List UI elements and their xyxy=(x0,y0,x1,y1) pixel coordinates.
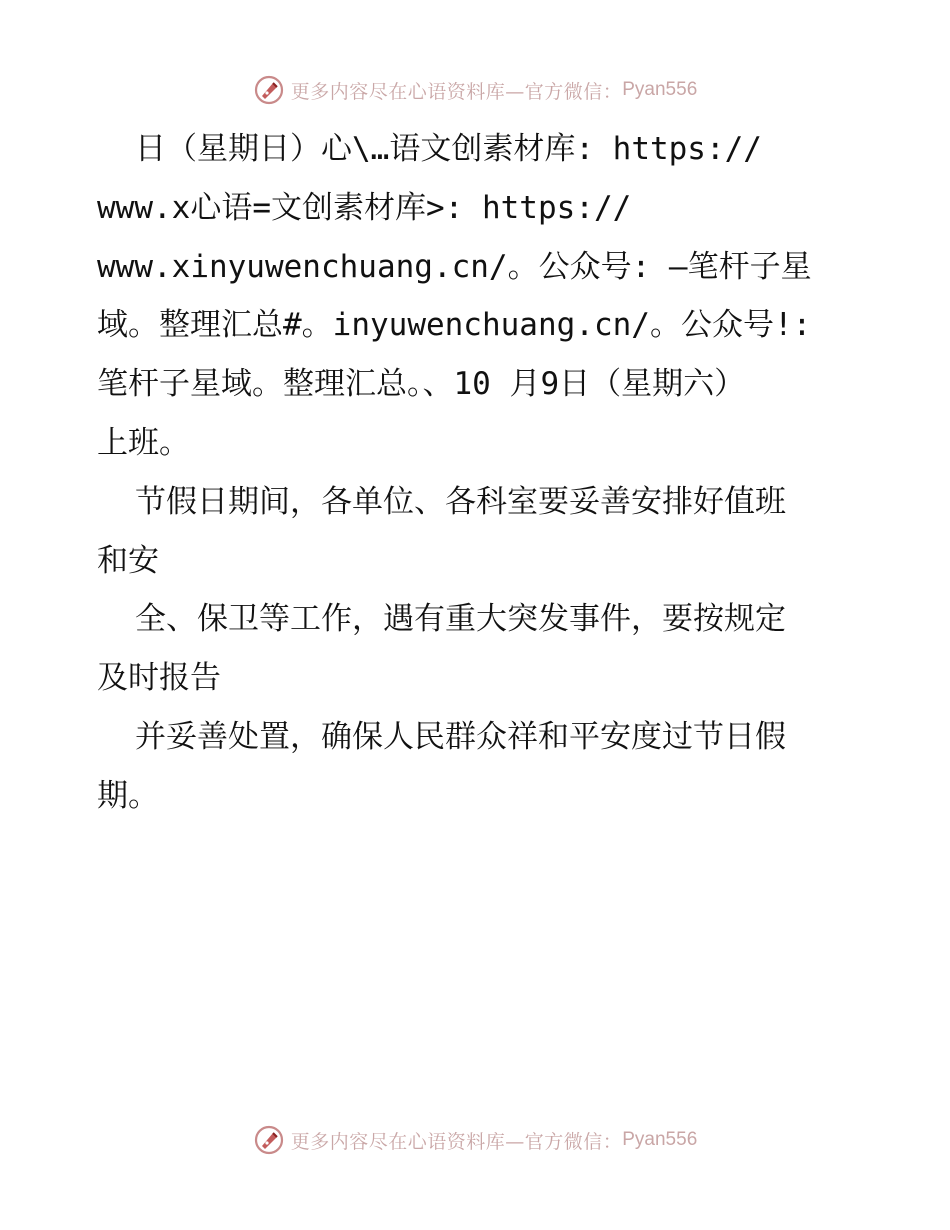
body-line: 笔杆子星域。整理汇总。、10 月9日（星期六） xyxy=(97,366,746,403)
body-line: 域。整理汇总#。inyuwenchuang.cn/。公众号!: xyxy=(97,307,812,344)
body-line: 及时报告 xyxy=(97,660,221,697)
header-banner xyxy=(0,70,950,110)
body-line: 和安 xyxy=(97,542,159,579)
body-line: 并妥善处置，确保人民群众祥和平安度过节日假 xyxy=(135,718,786,755)
body-line: www.x心语=文创素材库>: https:// xyxy=(97,189,632,226)
banner-handle: Pyan556 xyxy=(622,1129,698,1150)
pen-nib-logo-icon xyxy=(253,1124,285,1156)
pen-nib-logo-icon xyxy=(253,74,285,106)
body-line: 日（星期日）心\…语文创素材库: https:// xyxy=(135,131,762,167)
body-line: www.xinyuwenchuang.cn/。公众号: —笔杆子星 xyxy=(97,248,812,285)
banner-text: 更多内容尽在心语资料库—官方微信： xyxy=(290,80,623,103)
body-line: 全、保卫等工作，遇有重大突发事件，要按规定 xyxy=(135,601,786,638)
footer-banner xyxy=(0,1120,950,1160)
banner-handle: Pyan556 xyxy=(622,79,698,100)
banner-text: 更多内容尽在心语资料库—官方微信： xyxy=(290,1130,623,1153)
body-line: 节假日期间，各单位、各科室要妥善安排好值班 xyxy=(135,483,786,520)
body-line: 期。 xyxy=(97,777,159,814)
body-line: 上班。 xyxy=(97,424,190,461)
document-body xyxy=(97,120,857,826)
